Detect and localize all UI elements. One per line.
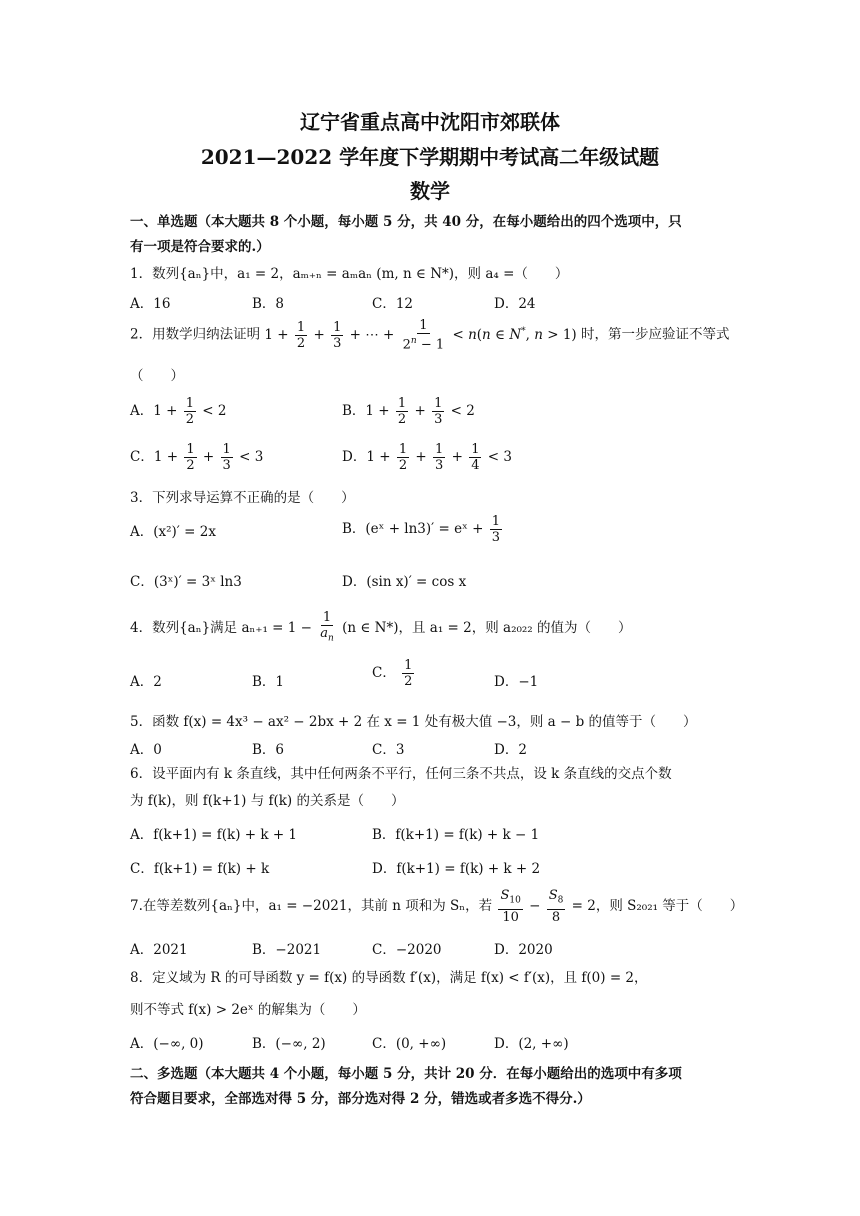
q1-option-b[interactable]: B．8: [252, 296, 285, 312]
q2-option-b[interactable]: B．1 + $\frac{1}{2}$ + $\frac{1}{3}$ < 2: [342, 396, 475, 427]
section1-heading-line2: 有一项是符合要求的.）: [130, 239, 270, 255]
q6-option-b[interactable]: B．f(k+1) = f(k) + k − 1: [372, 827, 540, 843]
q4-option-c[interactable]: C． $\frac{1}{2}$: [372, 658, 413, 689]
q2-paren: （ ）: [130, 368, 184, 384]
q2-stem-suffix: 时，第一步应验证不等式: [580, 326, 730, 343]
q3-option-d[interactable]: D．(sin x)′ = cos x: [342, 574, 467, 590]
q8-option-b[interactable]: B．(−∞, 2): [252, 1036, 326, 1052]
q7-option-b[interactable]: B．−2021: [252, 942, 322, 958]
q5-option-b[interactable]: B．6: [252, 742, 285, 758]
q7-option-d[interactable]: D．2020: [494, 942, 553, 958]
q5-stem: 5．函数 f(x) = 4x³ − ax² − 2bx + 2 在 x = 1 处有极大值 −3，则 a − b 的值等于（ ）: [130, 714, 697, 730]
section2-heading-line1: 二、多选题（本大题共 4 个小题，每小题 5 分，共计 20 分．在每小题给出的选项中有多项: [130, 1066, 682, 1082]
q3-option-a[interactable]: A．(x²)′ = 2x: [130, 524, 216, 540]
q2-option-a[interactable]: A．1 + $\frac{1}{2}$ < 2: [130, 396, 227, 427]
q1-option-c[interactable]: C．12: [372, 296, 414, 312]
q8-stem-line1: 8．定义域为 R 的可导函数 y = f(x) 的导函数 f′(x)，满足 f(x) < f′(x)，且 f(0) = 2，: [130, 970, 648, 986]
q6-option-a[interactable]: A．f(k+1) = f(k) + k + 1: [130, 827, 298, 843]
q6-stem-line2: 为 f(k)，则 f(k+1) 与 f(k) 的关系是（ ）: [130, 793, 405, 809]
q2-stem: [130, 318, 729, 352]
q8-option-c[interactable]: C．(0, +∞): [372, 1036, 447, 1052]
q2-inequality: 1 + $\frac{1}{2}$ + $\frac{1}{3}$ + ⋯ + $\frac{1}{2^n - 1}$ < n(n ∈ N*, n > 1): [264, 318, 577, 353]
q6-option-c[interactable]: C．f(k+1) = f(k) + k: [130, 861, 270, 877]
q2-option-d[interactable]: D．1 + $\frac{1}{2}$ + $\frac{1}{3}$ + $\frac{1}{4}$ < 3: [342, 442, 512, 473]
section1-heading-line1: 一、单选题（本大题共 8 个小题，每小题 5 分，共 40 分，在每小题给出的四个选项中，只: [130, 214, 682, 230]
q7-option-c[interactable]: C．−2020: [372, 942, 442, 958]
q8-stem-line2: 则不等式 f(x) > 2eˣ 的解集为（ ）: [130, 1002, 366, 1018]
q5-option-a[interactable]: A．0: [130, 742, 162, 758]
exam-term-title: 2021—2022 学年度下学期期中考试高二年级试题: [200, 145, 660, 169]
q4-option-a[interactable]: A．2: [130, 674, 162, 690]
q5-option-d[interactable]: D．2: [494, 742, 527, 758]
q7-stem: 7.在等差数列{aₙ}中，a₁ = −2021，其前 n 项和为 Sₙ，若 $\frac{S_{10}}{10}$ − $\frac{S_8}{8}$ = 2，则 S₂₀₂₁ 等于（ ）: [130, 888, 744, 925]
q2-option-c[interactable]: C．1 + $\frac{1}{2}$ + $\frac{1}{3}$ < 3: [130, 442, 264, 473]
q3-stem: 3．下列求导运算不正确的是（ ）: [130, 490, 355, 506]
q6-stem-line1: 6．设平面内有 k 条直线，其中任何两条不平行，任何三条不共点，设 k 条直线的交点个数: [130, 766, 672, 782]
q8-option-a[interactable]: A．(−∞, 0): [130, 1036, 204, 1052]
q4-stem: 4．数列{aₙ}满足 aₙ₊₁ = 1 − $\frac{1}{a_n}$ (n ∈ N*)，且 a₁ = 2，则 a₂₀₂₂ 的值为（ ）: [130, 610, 632, 644]
q1-stem: 1．数列{aₙ}中，a₁ = 2，aₘ₊ₙ = aₘaₙ (m, n ∈ N*)，则 a₄ =（ ）: [130, 266, 569, 282]
q8-option-d[interactable]: D．(2, +∞): [494, 1036, 569, 1052]
exam-subject-title: 数学: [410, 179, 450, 203]
q1-option-d[interactable]: D．24: [494, 296, 536, 312]
q6-option-d[interactable]: D．f(k+1) = f(k) + k + 2: [372, 861, 541, 877]
q5-option-c[interactable]: C．3: [372, 742, 405, 758]
q4-option-b[interactable]: B．1: [252, 674, 285, 690]
q4-option-d[interactable]: D．−1: [494, 674, 539, 690]
exam-school-title: 辽宁省重点高中沈阳市郊联体: [300, 110, 560, 134]
q2-stem-prefix: 2．用数学归纳法证明: [130, 326, 261, 343]
q7-option-a[interactable]: A．2021: [130, 942, 188, 958]
q1-option-a[interactable]: A．16: [130, 296, 171, 312]
section2-heading-line2: 符合题目要求，全部选对得 5 分，部分选对得 2 分，错选或者多选不得分.）: [130, 1091, 591, 1107]
q3-option-c[interactable]: C．(3ˣ)′ = 3ˣ ln3: [130, 574, 242, 590]
q3-option-b[interactable]: B．(eˣ + ln3)′ = eˣ + $\frac{1}{3}$: [342, 514, 501, 545]
